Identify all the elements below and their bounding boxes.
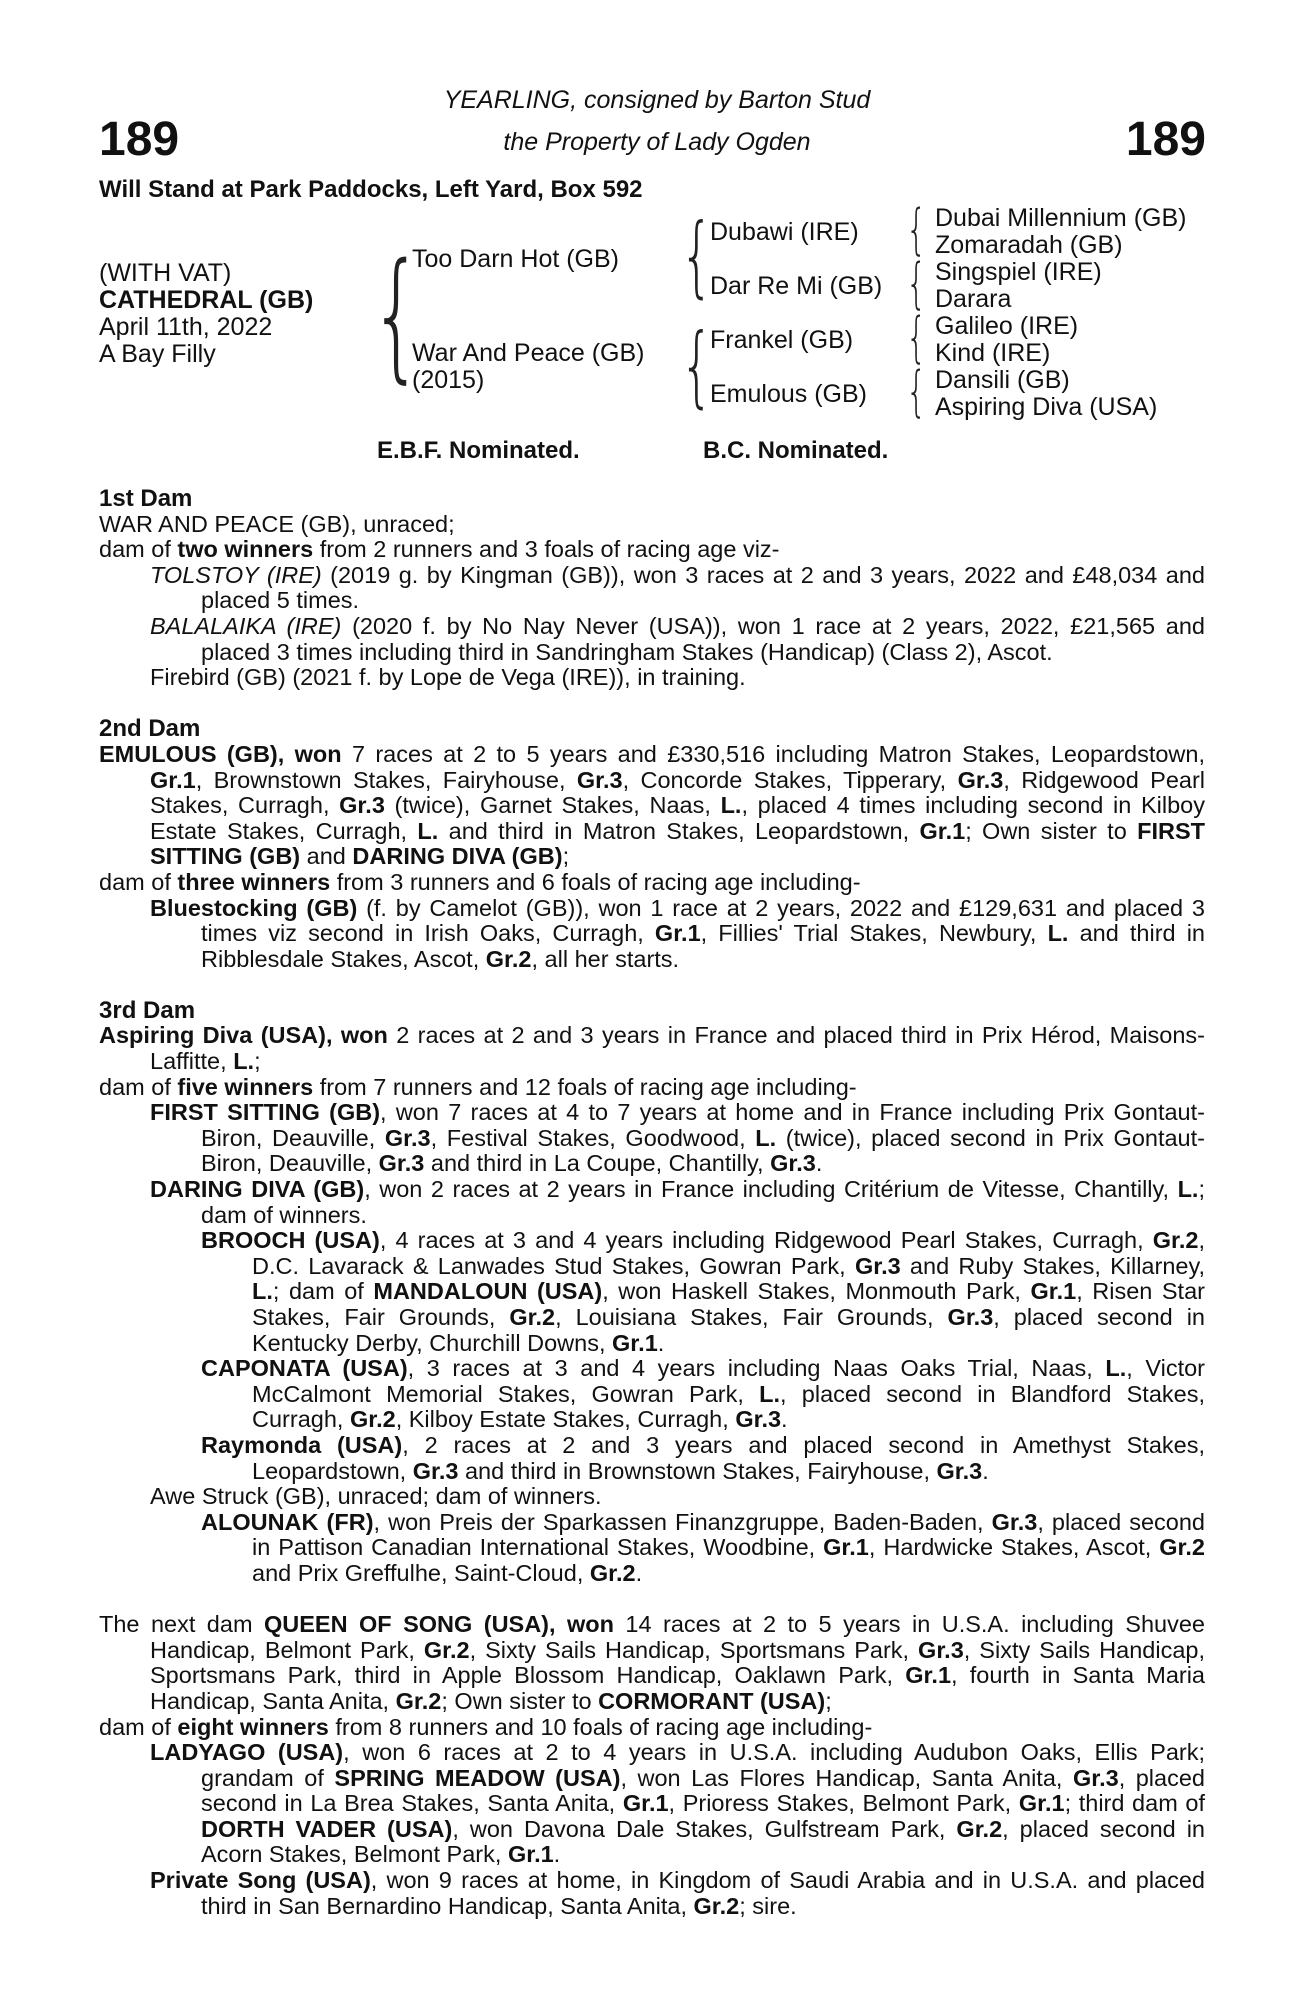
- pedigree-bracket-g2: {: [906, 252, 927, 315]
- pedigree-g1: Dubai Millennium (GB): [935, 204, 1187, 232]
- first-dam-heading: 1st Dam: [99, 485, 193, 512]
- pedigree-g2: Zomaradah (GB): [935, 231, 1123, 259]
- pedigree-bracket-sire: {: [680, 204, 714, 307]
- pedigree-dam-sire: Frankel (GB): [710, 326, 854, 354]
- first-dam-produce-line: dam of two winners from 2 runners and 3 foals of racing age viz-: [99, 536, 780, 563]
- pedigree-bracket-main: {: [370, 234, 424, 397]
- pedigree-bracket-g4: {: [906, 360, 927, 423]
- third-dam-heading: 3rd Dam: [99, 996, 196, 1024]
- horse-dob: April 11th, 2022: [99, 313, 273, 341]
- lot-number-left: 189: [99, 113, 180, 166]
- third-dam-produce-line: dam of five winners from 7 runners and 12 foals of racing age including-: [99, 1073, 857, 1100]
- ebf-nominated: E.B.F. Nominated.: [377, 437, 580, 464]
- lot-number-right: 189: [1125, 113, 1206, 166]
- catalogue-body: [99, 486, 1205, 1919]
- progeny-ladyago: LADYAGO (USA), won 6 races at 2 to 4 years in U.S.A. including Audubon Oaks, Ellis Park; grandam of SPRING MEADOW (USA), won Las Flores Handicap, Santa Anita, Gr.3, placed second in La Brea Stakes, Santa Anita, Gr.1, Prioress Stakes, Belmont Park, Gr.1; third dam of DORTH VADER (USA), won Davona Dale Stakes, Gulfstream Park, Gr.2, placed second in Acorn Stakes, Belmont Park, Gr.1.: [150, 1739, 1206, 1868]
- pedigree-g7: Dansili (GB): [935, 366, 1070, 394]
- first-dam-line: WAR AND PEACE (GB), unraced;: [99, 510, 455, 537]
- progeny-caponata: CAPONATA (USA), 3 races at 3 and 4 years including Naas Oaks Trial, Naas, L., Victor McCalmont Memorial Stakes, Gowran Park, L., placed second in Blandford Stakes, Curragh, Gr.2, Kilboy Estate Stakes, Curragh, Gr.3.: [201, 1355, 1206, 1433]
- pedigree-sire-dam: Dar Re Mi (GB): [710, 272, 883, 300]
- pedigree-bracket-g3: {: [906, 306, 927, 369]
- next-dam-produce-line: dam of eight winners from 8 runners and 10 foals of racing age including-: [99, 1713, 873, 1740]
- bc-nominated: B.C. Nominated.: [703, 437, 889, 464]
- pedigree-sire-sire: Dubawi (IRE): [710, 218, 859, 246]
- second-dam-emulous: EMULOUS (GB), won 7 races at 2 to 5 years and £330,516 including Matron Stakes, Leopardstown, Gr.1, Brownstown Stakes, Fairyhouse, Gr.3, Concorde Stakes, Tipperary, Gr.3, Ridgewood Pearl Stakes, Curragh, Gr.3 (twice), Garnet Stakes, Naas, L., placed 4 times including second in Kilboy Estate Stakes, Curragh, L. and third in Matron Stakes, Leopardstown, Gr.1; Own sister to FIRST SITTING (GB) and DARING DIVA (GB);: [99, 740, 1206, 870]
- pedigree-g6: Kind (IRE): [935, 339, 1051, 367]
- pedigree-g3: Singspiel (IRE): [935, 258, 1102, 286]
- vat-note: (WITH VAT): [99, 259, 232, 287]
- horse-name: CATHEDRAL (GB): [99, 286, 314, 314]
- pedigree-dam-year: (2015): [412, 366, 485, 394]
- consignor-line: YEARLING, consigned by Barton Stud: [443, 86, 871, 114]
- third-dam-aspiring-diva: Aspiring Diva (USA), won 2 races at 2 and 3 years in France and placed third in Prix Hérod, Maisons-Laffitte, L.;: [99, 1022, 1205, 1075]
- progeny-private-song: Private Song (USA), won 9 races at home, in Kingdom of Saudi Arabia and in U.S.A. and placed third in San Bernardino Handicap, Santa Anita, Gr.2; sire.: [150, 1867, 1205, 1919]
- next-dam-queen-of-song: The next dam QUEEN OF SONG (USA), won 14 races at 2 to 5 years in U.S.A. including Shuvee Handicap, Belmont Park, Gr.2, Sixty Sails Handicap, Sportsmans Park, Gr.3, Sixty Sails Handicap, Sportsmans Park, third in Apple Blossom Handicap, Oaklawn Park, Gr.1, fourth in Santa Maria Handicap, Santa Anita, Gr.2; Own sister to CORMORANT (USA);: [99, 1611, 1206, 1714]
- pedigree-g5: Galileo (IRE): [935, 312, 1079, 340]
- pedigree-bracket-g1: {: [906, 198, 927, 261]
- progeny-bluestocking: Bluestocking (GB) (f. by Camelot (GB)), won 1 race at 2 years, 2022 and £129,631 and placed 3 times viz second in Irish Oaks, Curragh, Gr.1, Fillies' Trial Stakes, Newbury, L. and third in Ribblesdale Stakes, Ascot, Gr.2, all her starts.: [150, 894, 1205, 972]
- progeny-daring-diva: DARING DIVA (GB), won 2 races at 2 years in France including Critérium de Vitesse, Chantilly, L.; dam of winners.: [150, 1176, 1205, 1228]
- pedigree-g4: Darara: [935, 285, 1012, 313]
- progeny-alounak: ALOUNAK (FR), won Preis der Sparkassen Finanzgruppe, Baden-Baden, Gr.3, placed second in Pattison Canadian International Stakes, Woodbine, Gr.1, Hardwicke Stakes, Ascot, Gr.2 and Prix Greffulhe, Saint-Cloud, Gr.2.: [201, 1508, 1205, 1586]
- pedigree-dam-dam: Emulous (GB): [710, 380, 867, 408]
- progeny-tolstoy: TOLSTOY (IRE) (2019 g. by Kingman (GB)), won 3 races at 2 and 3 years, 2022 and £48,034 and placed 5 times.: [150, 561, 1205, 614]
- second-dam-produce-line: dam of three winners from 3 runners and 6 foals of racing age including-: [99, 868, 861, 895]
- progeny-brooch: BROOCH (USA), 4 races at 3 and 4 years including Ridgewood Pearl Stakes, Curragh, Gr.2, D.C. Lavarack & Lanwades Stud Stakes, Gowran Park, Gr.3 and Ruby Stakes, Killarney, L.; dam of MANDALOUN (USA), won Haskell Stakes, Monmouth Park, Gr.1, Risen Star Stakes, Fair Grounds, Gr.2, Louisiana Stakes, Fair Grounds, Gr.3, placed second in Kentucky Derby, Churchill Downs, Gr.1.: [201, 1227, 1205, 1356]
- progeny-awe-struck: Awe Struck (GB), unraced; dam of winners.: [150, 1483, 602, 1510]
- progeny-raymonda: Raymonda (USA), 2 races at 2 and 3 years and placed second in Amethyst Stakes, Leopardstown, Gr.3 and third in Brownstown Stakes, Fairyhouse, Gr.3.: [201, 1431, 1205, 1484]
- progeny-balalaika: BALALAIKA (IRE) (2020 f. by No Nay Never (USA)), won 1 race at 2 years, 2022, £21,565 and placed 3 times including third in Sandringham Stakes (Handicap) (Class 2), Ascot.: [150, 612, 1205, 665]
- pedigree-bracket-dam: {: [680, 314, 714, 417]
- second-dam-heading: 2nd Dam: [99, 715, 201, 743]
- property-line: the Property of Lady Ogden: [503, 128, 811, 156]
- horse-description: A Bay Filly: [99, 340, 216, 368]
- pedigree-g8: Aspiring Diva (USA): [935, 393, 1158, 421]
- progeny-firebird: Firebird (GB) (2021 f. by Lope de Vega (IRE)), in training.: [150, 664, 746, 691]
- stand-location: Will Stand at Park Paddocks, Left Yard, Box 592: [99, 176, 643, 203]
- progeny-first-sitting: FIRST SITTING (GB), won 7 races at 4 to 7 years at home and in France including Prix Gontaut-Biron, Deauville, Gr.3, Festival Stakes, Goodwood, L. (twice), placed second in Prix Gontaut-Biron, Deauville, Gr.3 and third in La Coupe, Chantilly, Gr.3.: [150, 1099, 1205, 1177]
- pedigree-dam: War And Peace (GB): [412, 339, 645, 367]
- pedigree-sire: Too Darn Hot (GB): [412, 245, 620, 273]
